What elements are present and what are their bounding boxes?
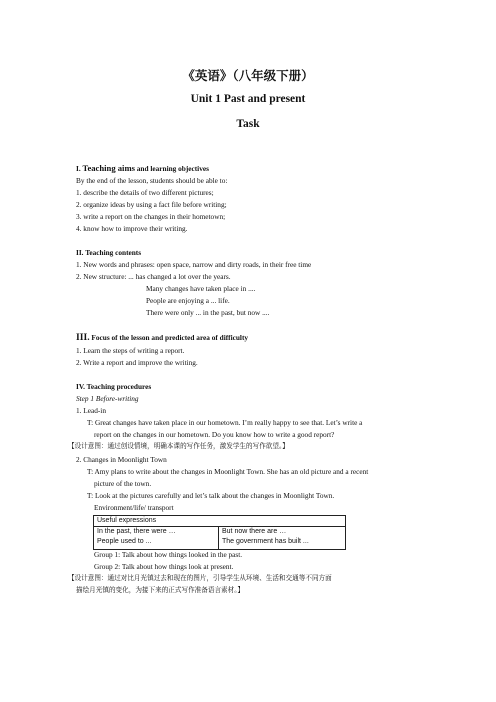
section-3-heading (76, 333, 248, 342)
moonlight-heading: 2. Changes in Moonlight Town (76, 455, 167, 464)
structure-item: People are enjoying a ... life. (146, 296, 230, 305)
group-task: Group 2: Talk about how things look at present. (94, 562, 234, 571)
focus-item: 2. Write a report and improve the writing. (76, 358, 198, 367)
moonlight-text: picture of the town. (94, 479, 152, 488)
content-item: 2. New structure: ... has changed a lot over the years. (76, 272, 231, 281)
expression-present: The government has built ... (222, 537, 309, 545)
unit-title: Unit 1 Past and present (190, 93, 306, 105)
useful-expressions-table (93, 515, 346, 550)
section-1-number: I. (76, 164, 83, 173)
design-note: 【设计意图：通过对比月光镇过去和现在的图片，引导学生从环境、生活和交通等不同方面 (68, 574, 332, 582)
lead-in-text: T: Great changes have taken place in our hometown. I’m really happy to see that. Let’s write a (87, 418, 363, 427)
section-1-heading-rest: and learning objectives (134, 164, 209, 173)
section-1-heading-main: Teaching aims (82, 163, 135, 173)
expression-past: In the past, there were … (97, 528, 176, 535)
design-note: 描绘月光镇的变化，为接下来的正式写作准备语言素材。】 (76, 586, 245, 594)
aim-item: 4. know how to improve their writing. (76, 224, 188, 233)
expression-past: People used to ... (97, 537, 152, 545)
section-3-heading-rest: Focus of the lesson and predicted area of difficulty (89, 333, 249, 342)
structure-item: There were only ... in the past, but now .... (146, 308, 270, 317)
design-note: 【设计意图：通过创设情境，明确本课的写作任务，激发学生的写作欲望。】 (68, 442, 289, 450)
section-1-intro: By the end of the lesson, students should be able to: (76, 176, 228, 185)
group-task: Group 1: Talk about how things looked in the past. (94, 550, 243, 559)
table-row (94, 527, 346, 550)
section-2-heading: II. Teaching contents (76, 248, 142, 257)
section-4-heading: IV. Teaching procedures (76, 382, 152, 391)
section-3-number: III. (76, 332, 90, 343)
table-cell-present (219, 527, 346, 550)
step-1-heading: Step 1 Before-writing (76, 394, 139, 403)
topics-line: Environment/life/ transport (94, 503, 174, 512)
table-row (94, 516, 346, 527)
aim-item: 3. write a report on the changes in their hometown; (76, 212, 226, 221)
moonlight-text: T: Amy plans to write about the changes in Moonlight Town. She has an old picture and a recent (87, 467, 369, 476)
lead-in-text: report on the changes in our hometown. Do you know how to write a good report? (94, 430, 335, 439)
section-1-heading (76, 164, 209, 173)
table-cell-past (94, 527, 219, 550)
structure-item: Many changes have taken place in .... (146, 284, 256, 293)
lesson-title: Task (236, 118, 260, 130)
content-item: 1. New words and phrases: open space, narrow and dirty roads, in their free time (76, 260, 312, 269)
moonlight-text: T: Look at the pictures carefully and let’s talk about the changes in Moonlight Town. (87, 491, 335, 500)
aim-item: 1. describe the details of two different pictures; (76, 188, 214, 197)
lead-in-heading: 1. Lead-in (76, 406, 106, 415)
focus-item: 1. Learn the steps of writing a report. (76, 346, 185, 355)
aim-item: 2. organize ideas by using a fact file before writing; (76, 200, 227, 209)
expression-present: But now there are … (222, 528, 287, 535)
table-header-cell: Useful expressions (94, 516, 346, 527)
book-title: 《英语》（八年级下册） (182, 68, 314, 83)
